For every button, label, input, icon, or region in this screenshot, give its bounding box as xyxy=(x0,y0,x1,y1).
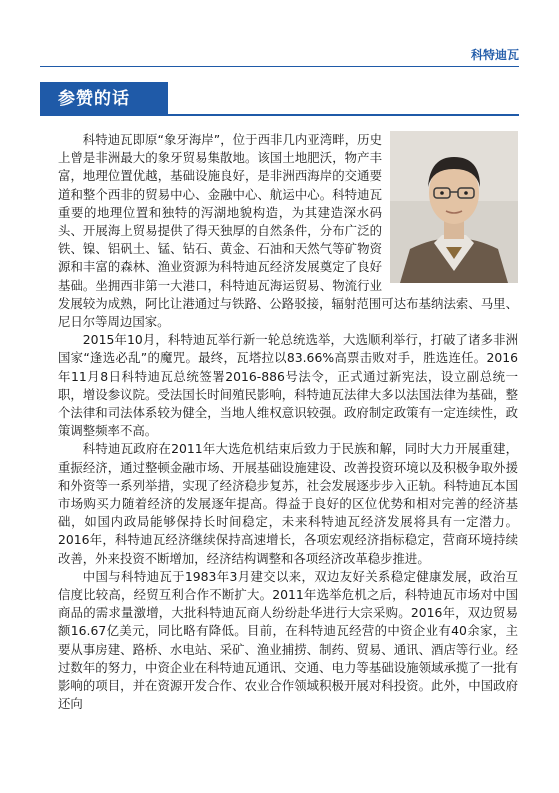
paragraph-politics: 2015年10月，科特迪瓦举行新一轮总统选举，大选顺利举行，打破了诸多非洲国家“逢选必乱”的魔咒。最终，瓦塔拉以83.66%高票击败对手，胜选连任。2016年11月8日科特迪瓦总统签署2016-886号法令，正式通过新宪法，设立副总统一职，增设参议院。受法国长时间殖民影响，科特迪瓦法律大多以法国法律为基础，整个法律和司法体系较为健全，当地人维权意识较强。政府制定政策有一定连续性，政策调整频率不高。 xyxy=(58,332,518,439)
header-rule xyxy=(40,66,519,67)
section-underline xyxy=(168,114,519,116)
section-title: 参赞的话 xyxy=(40,82,168,116)
portrait-float-spacer xyxy=(382,131,518,287)
paragraph-overview: 科特迪瓦即原“象牙海岸”，位于西非几内亚湾畔，历史上曾是非洲最大的象牙贸易集散地。该国土地肥沃，物产丰富，地理位置优越，基础设施良好，是非洲西海岸的交通要道和整个西非的贸易中心、金融中心、航运中心。科特迪瓦重要的地理位置和独特的泻湖地貌构造，为其建造深水码头、开展海上贸易提供了得天独厚的自然条件，分布广泛的铁、镍、铝矾土、锰、钻石、黄金、石油和天然气等矿物资源和丰富的森林、渔业资源为科特迪瓦经济发展奠定了良好基础。坐拥西非第一大港口，科特迪瓦海运贸易、物流行业发展较为成熟，阿比让港通过与铁路、公路驳接，辐射范围可达布基纳法索、马里、尼日尔等周边国家。 xyxy=(58,132,518,330)
paragraph-economy: 科特迪瓦政府在2011年大选危机结束后致力于民族和解，同时大力开展重建，重振经济，通过整顿金融市场、开展基础设施建设、改善投资环境以及积极争取外援和外资等一系列举措，实现了经济稳步复苏，社会发展逐步步入正轨。科特迪瓦本国市场购买力随着经济的发展逐年提高。得益于良好的区位优势和相对完善的经济基础，如国内政局能够保持长时间稳定，未来科特迪瓦经济发展将具有一定潜力。2016年，科特迪瓦经济继续保持高速增长，各项宏观经济指标稳定，营商环境持续改善，外来投资不断增加，经济结构调整和各项经济改革稳步推进。 xyxy=(58,441,518,566)
running-header-label: 科特迪瓦 xyxy=(470,48,519,62)
article-body xyxy=(58,131,518,714)
paragraph-china-relations: 中国与科特迪瓦于1983年3月建交以来，双边友好关系稳定健康发展，政治互信度比较高，经贸互利合作不断扩大。2011年选举危机之后，科特迪瓦市场对中国商品的需求量激增，大批科特迪瓦商人纷纷赴华进行大宗采购。2016年，双边贸易额16.67亿美元，同比略有降低。目前，在科特迪瓦经营的中资企业有40余家，主要从事房建、路桥、水电站、采矿、渔业捕捞、制药、贸易、通讯、酒店等行业。经过数年的努力，中资企业在科特迪瓦通讯、交通、电力等基础设施领域承揽了一批有影响的项目，并在资源开发合作、农业合作领域积极开展对科投资。此外，中国政府还向 xyxy=(58,568,518,712)
section-bar xyxy=(40,82,519,116)
